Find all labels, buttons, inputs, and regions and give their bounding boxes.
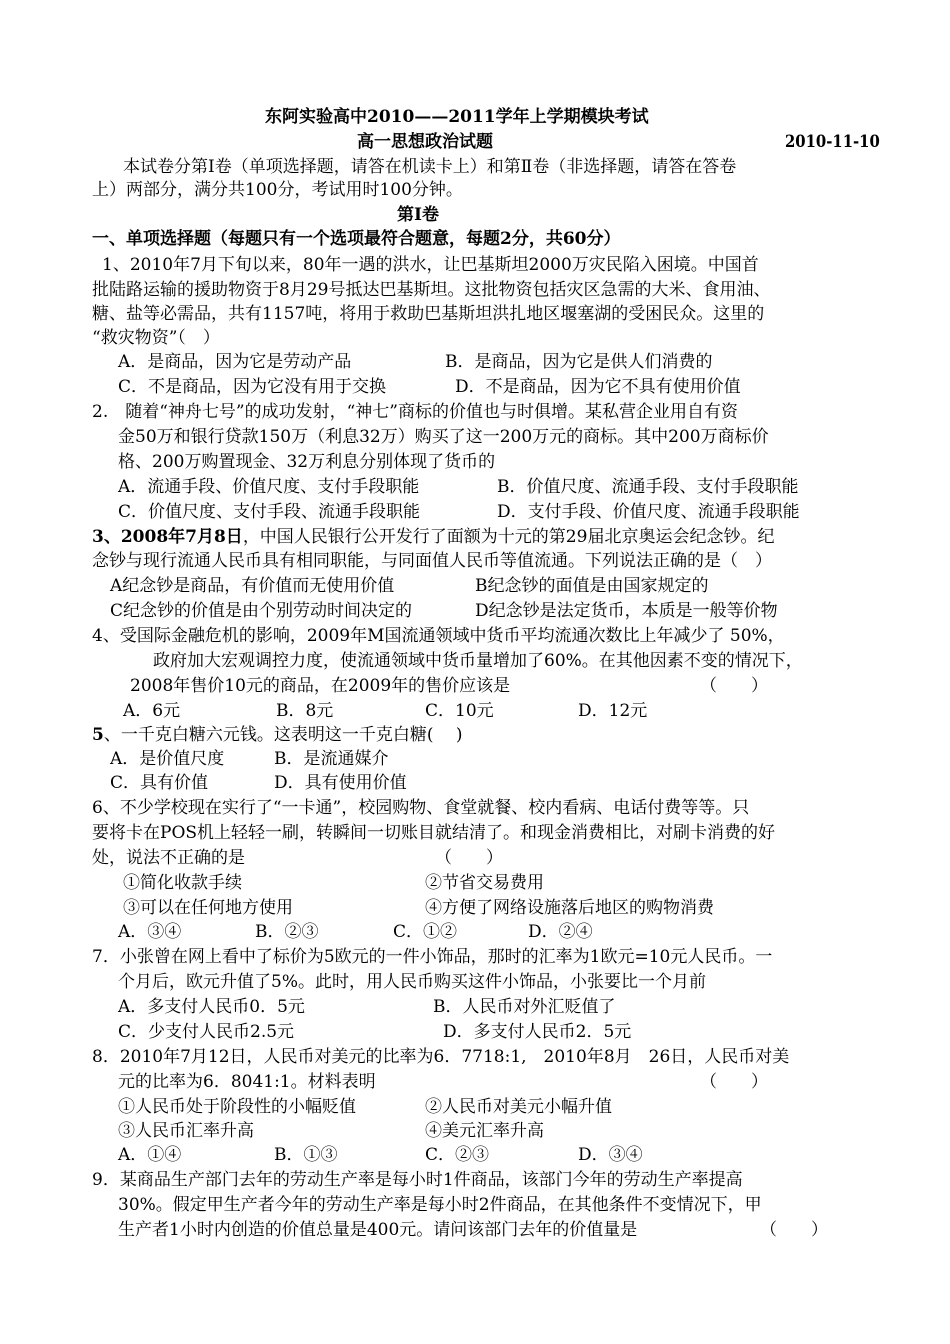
q1-line-4: “救灾物资”（ ）: [92, 328, 220, 348]
q5-option-b: B．是流通媒介: [274, 749, 389, 769]
part-1-title: 第Ⅰ卷: [397, 205, 439, 225]
q8-statement-1: ①人民币处于阶段性的小幅贬值: [118, 1097, 356, 1117]
intro-line-2: 上）两部分，满分共100分，考试用时100分钟。: [92, 180, 463, 200]
q8-line-1: 8．2010年7月12日，人民币对美元的比率为6．7718:1, 2010年8月 26日，人民币对美: [92, 1047, 790, 1067]
section-1-title: 一、单项选择题（每题只有一个选项最符合题意，每题2分，共60分）: [92, 229, 621, 249]
q3-line-2: 念钞与现行流通人民币具有相同职能，与同面值人民币等值流通。下列说法正确的是（ ）: [92, 551, 772, 571]
q1-option-c: C．不是商品，因为它没有用于交换: [118, 377, 387, 397]
q6-line-3: 处，说法不正确的是: [92, 848, 245, 868]
q1-option-b: B．是商品，因为它是供人们消费的: [445, 352, 713, 372]
q8-option-d: D．③④: [578, 1145, 643, 1165]
q6-statement-4: ④方便了网络设施落后地区的购物消费: [425, 898, 714, 918]
q5-option-a: A．是价值尺度: [110, 749, 225, 769]
intro-line-1: 本试卷分第Ⅰ卷（单项选择题，请答在机读卡上）和第Ⅱ卷（非选择题，请答在答卷: [123, 157, 737, 177]
q7-option-b: B．人民币对外汇贬值了: [433, 997, 616, 1017]
q1-option-d: D．不是商品，因为它不具有使用价值: [455, 377, 741, 397]
q5-line-1-text: 、一千克白糖六元钱。这表明这一千克白糖( ): [103, 725, 463, 745]
q2-option-b: B．价值尺度、流通手段、支付手段职能: [497, 477, 799, 497]
q9-line-1: 9．某商品生产部门去年的劳动生产率是每小时1件商品，该部门今年的劳动生产率提高: [92, 1170, 743, 1190]
q6-statement-1: ①简化收款手续: [123, 873, 242, 893]
q6-option-b: B．②③: [255, 922, 319, 942]
q3-option-a: A纪念钞是商品，有价值而无使用价值: [110, 576, 395, 596]
q2-line-2: 金50万和银行贷款150万（利息32万）购买了这一200万元的商标。其中200万商标价: [118, 427, 769, 447]
q9-line-3: 生产者1小时内创造的价值总量是400元。请问该部门去年的价值量是: [118, 1220, 638, 1240]
q8-statement-4: ④美元汇率升高: [425, 1121, 544, 1141]
q5-option-c: C．具有价值: [110, 773, 209, 793]
q1-line-3: 糖、盐等必需品，共有1157吨，将用于救助巴基斯坦洪扎地区堰塞湖的受困民众。这里的: [92, 304, 765, 324]
q3-option-d: D纪念钞是法定货币，本质是一般等价物: [475, 601, 778, 621]
q4-line-3: 2008年售价10元的商品，在2009年的售价应该是: [130, 676, 511, 696]
q4-option-a: A．6元: [123, 701, 181, 721]
q2-line-3: 格、200万购置现金、32万利息分别体现了货币的: [118, 452, 496, 472]
q7-option-a: A．多支付人民币0．5元: [118, 997, 305, 1017]
q8-option-b: B．①③: [274, 1145, 338, 1165]
q2-line-1: 2. 随着“神舟七号”的成功发射，“神七”商标的价值也与时俱增。某私营企业用自有资: [92, 402, 738, 422]
q8-option-c: C．②③: [425, 1145, 490, 1165]
q1-option-a: A．是商品，因为它是劳动产品: [118, 352, 352, 372]
q3-option-b: B纪念钞的面值是由国家规定的: [475, 576, 709, 596]
q4-option-d: D．12元: [578, 701, 648, 721]
q4-answer-paren: （ ）: [700, 676, 768, 696]
q6-option-a: A．③④: [118, 922, 182, 942]
q8-answer-paren: （ ）: [700, 1072, 768, 1092]
exam-title: 东阿实验高中2010——2011学年上学期模块考试: [265, 107, 649, 127]
q5-line-1: [92, 723, 463, 747]
q8-statement-3: ③人民币汇率升高: [118, 1121, 254, 1141]
q4-option-c: C．10元: [425, 701, 494, 721]
exam-subtitle: 高一思想政治试题: [357, 132, 493, 152]
q6-line-2: 要将卡在POS机上轻轻一刷，转瞬间一切账目就结清了。和现金消费相比，对刷卡消费的好: [92, 823, 776, 843]
q7-line-2: 个月后，欧元升值了5%。此时，用人民币购买这件小饰品，小张要比一个月前: [118, 972, 706, 992]
q4-line-2: 政府加大宏观调控力度，使流通领域中货币量增加了60%。在其他因素不变的情况下，: [153, 651, 803, 671]
q5-option-d: D．具有使用价值: [274, 773, 407, 793]
q1-line-1: 1、2010年7月下旬以来，80年一遇的洪水，让巴基斯坦2000万灾民陷入困境。中国首: [102, 255, 759, 275]
q6-option-d: D．②④: [528, 922, 593, 942]
q2-option-a: A．流通手段、价值尺度、支付手段职能: [118, 477, 420, 497]
q3-line-1-text: ，中国人民银行公开发行了面额为十元的第29届北京奥运会纪念钞。纪: [242, 527, 775, 547]
q4-line-1: 4、受国际金融危机的影响，2009年M国流通领域中货币平均流通次数比上年减少了 50%，: [92, 626, 785, 646]
q5-number: 5: [92, 725, 104, 745]
q6-line-1: 6、不少学校现在实行了“一卡通”，校园购物、食堂就餐、校内看病、电话付费等等。只: [92, 798, 750, 818]
q2-option-c: C．价值尺度、支付手段、流通手段职能: [118, 502, 421, 522]
q3-option-c: C纪念钞的价值是由个别劳动时间决定的: [110, 601, 413, 621]
q3-line-1: [92, 525, 774, 549]
q4-option-b: B．8元: [276, 701, 334, 721]
exam-date: 2010-11-10: [785, 132, 880, 152]
q7-option-d: D．多支付人民币2．5元: [443, 1022, 632, 1042]
q7-line-1: 7．小张曾在网上看中了标价为5欧元的一件小饰品，那时的汇率为1欧元=10元人民币。一: [92, 947, 773, 967]
q8-statement-2: ②人民币对美元小幅升值: [425, 1097, 612, 1117]
q8-line-2: 元的比率为6．8041:1。材料表明: [118, 1072, 376, 1092]
q9-answer-paren: （ ）: [760, 1220, 828, 1240]
q6-statement-2: ②节省交易费用: [425, 873, 544, 893]
q3-date: 3、2008年7月8日: [92, 527, 243, 547]
q6-statement-3: ③可以在任何地方使用: [123, 898, 293, 918]
q2-option-d: D．支付手段、价值尺度、流通手段职能: [497, 502, 800, 522]
q8-option-a: A．①④: [118, 1145, 182, 1165]
q1-line-2: 批陆路运输的援助物资于8月29号抵达巴基斯坦。这批物资包括灾区急需的大米、食用油、: [92, 280, 771, 300]
q9-line-2: 30%。假定甲生产者今年的劳动生产率是每小时2件商品，在其他条件不变情况下，甲: [118, 1195, 762, 1215]
q6-answer-paren: （ ）: [435, 848, 503, 868]
q7-option-c: C．少支付人民币2.5元: [118, 1022, 295, 1042]
q6-option-c: C．①②: [393, 922, 458, 942]
